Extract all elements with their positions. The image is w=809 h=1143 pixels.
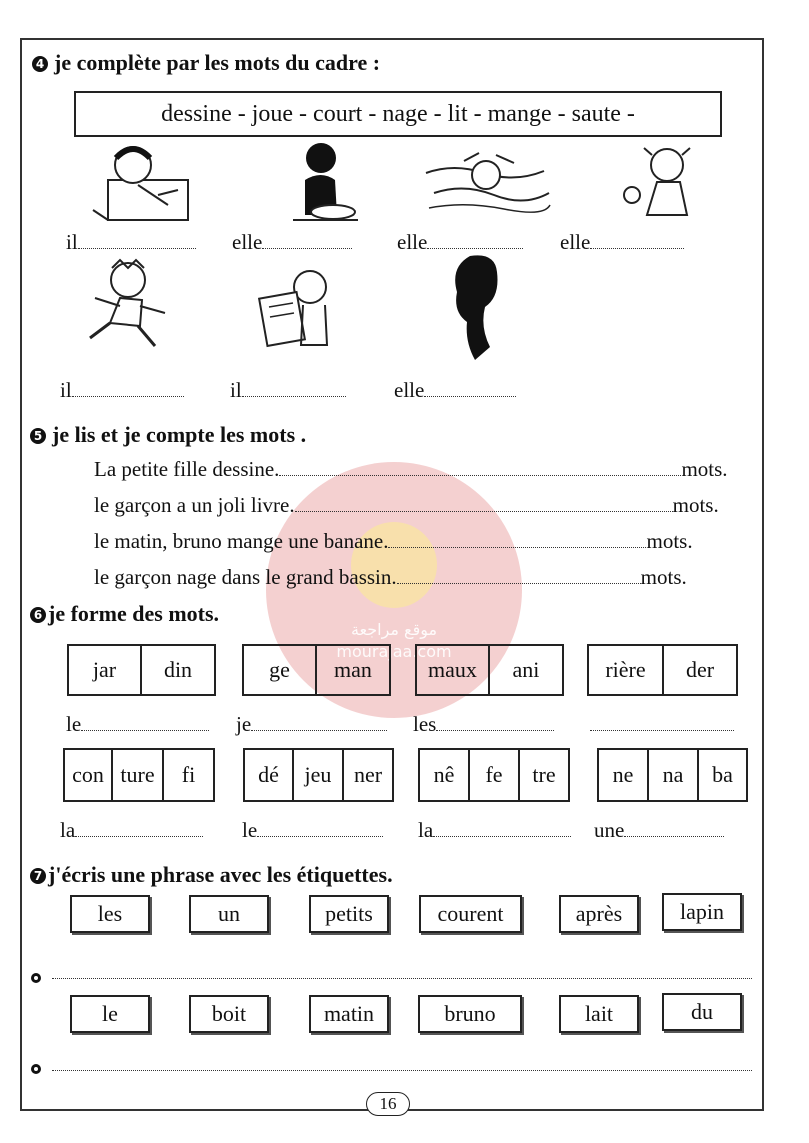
- word-blank-4: [590, 712, 734, 737]
- syllable-group: [418, 748, 570, 802]
- word-box: dessine - joue - court - nage - lit - mange - saute -: [74, 91, 722, 137]
- syllable-group: [63, 748, 215, 802]
- syllable-tile[interactable]: ture: [113, 750, 164, 800]
- fill-row2-2: [230, 378, 346, 403]
- exercise-6-title-text: je forme des mots.: [48, 601, 220, 626]
- word-label-tag[interactable]: petits: [309, 895, 389, 933]
- exercise-5-title: [30, 422, 306, 448]
- answer-blank[interactable]: [72, 378, 184, 397]
- word-label-tag[interactable]: après: [559, 895, 639, 933]
- syllable-tile[interactable]: tre: [532, 762, 556, 787]
- exercise-5-title-text: je lis et je compte les mots .: [52, 422, 307, 447]
- boy-reading-image: [255, 265, 345, 355]
- article-label: le: [66, 712, 82, 736]
- exercise-4-number: 4: [32, 56, 48, 72]
- exercise-6-title: [30, 601, 219, 627]
- exercise-4-title: [32, 50, 380, 76]
- child-swimming-image: [424, 143, 552, 223]
- syllable-group: [415, 644, 564, 696]
- sentence-row-4: [94, 565, 687, 590]
- answer-blank[interactable]: [624, 818, 724, 837]
- article-label: les: [413, 712, 437, 736]
- word-label-tag[interactable]: courent: [419, 895, 522, 933]
- answer-blank[interactable]: [424, 378, 516, 397]
- answer-blank[interactable]: [257, 818, 383, 837]
- word-label-tag[interactable]: le: [70, 995, 150, 1033]
- syllable-tile[interactable]: ner: [353, 762, 383, 787]
- answer-blank[interactable]: [75, 818, 203, 837]
- syllable-group: [67, 644, 216, 696]
- answer-blank[interactable]: [242, 378, 346, 397]
- watermark-arabic: موقع مراجعة: [350, 620, 438, 639]
- word-label-tag[interactable]: bruno: [418, 995, 522, 1033]
- word-blank-3: [413, 712, 554, 737]
- exercise-5-number: 5: [30, 428, 46, 444]
- word-blank-8: [594, 818, 724, 843]
- sentence: le garçon a un joli livre.: [94, 493, 295, 517]
- exercise-7-title: [30, 862, 393, 888]
- sentence-row-3: [94, 529, 693, 554]
- syllable-tile[interactable]: din: [163, 657, 193, 682]
- syllable-tile[interactable]: ne: [599, 750, 649, 800]
- syllable-tile[interactable]: con: [65, 750, 113, 800]
- mots-label: mots.: [646, 529, 693, 553]
- word-blank-1: [66, 712, 209, 737]
- answer-blank[interactable]: [427, 230, 523, 249]
- exercise-6-number: 6: [30, 607, 46, 623]
- word-label-tag[interactable]: boit: [189, 995, 269, 1033]
- count-blank[interactable]: [279, 457, 681, 476]
- word-blank-2: [236, 712, 387, 737]
- article-label: la: [418, 818, 434, 842]
- word-blank-5: [60, 818, 203, 843]
- answer-blank[interactable]: [262, 230, 352, 249]
- sentence: La petite fille dessine.: [94, 457, 280, 481]
- boy-drawing-image: [88, 140, 198, 228]
- subject-label: elle: [397, 230, 428, 254]
- boy-running-image: [80, 258, 180, 353]
- subject-label: elle: [394, 378, 425, 402]
- syllable-tile[interactable]: man: [334, 657, 372, 682]
- girl-jumping-image: [445, 252, 505, 364]
- word-label-tag[interactable]: lait: [559, 995, 639, 1033]
- answer-blank[interactable]: [81, 712, 209, 731]
- count-blank[interactable]: [388, 529, 646, 548]
- syllable-tile[interactable]: na: [649, 750, 699, 800]
- fill-row2-3: [394, 378, 516, 403]
- syllable-tile[interactable]: fi: [181, 762, 196, 787]
- count-blank[interactable]: [397, 565, 641, 584]
- article-label: le: [242, 818, 258, 842]
- child-playing-image: [612, 140, 712, 228]
- fill-row1-4: [560, 230, 684, 255]
- syllable-tile[interactable]: der: [685, 657, 715, 682]
- subject-label: il: [66, 230, 78, 254]
- syllable-tile[interactable]: ba: [712, 762, 733, 787]
- syllable-tile[interactable]: dé: [245, 750, 294, 800]
- flower-bullet-icon: [30, 972, 42, 984]
- syllable-tile[interactable]: ge: [244, 646, 317, 694]
- sentence-row-2: [94, 493, 719, 518]
- word-label-tag[interactable]: lapin: [662, 893, 742, 931]
- syllable-tile[interactable]: ani: [512, 657, 540, 682]
- mots-label: mots.: [681, 457, 728, 481]
- word-blank-7: [418, 818, 571, 843]
- subject-label: il: [230, 378, 242, 402]
- answer-blank[interactable]: [78, 230, 196, 249]
- exercise-7-title-text: j'écris une phrase avec les étiquettes.: [48, 862, 393, 887]
- answer-blank[interactable]: [251, 712, 387, 731]
- article-label: une: [594, 818, 625, 842]
- sentence-write-line-1[interactable]: [52, 976, 752, 979]
- syllable-tile[interactable]: fe: [470, 750, 520, 800]
- syllable-group: [242, 644, 391, 696]
- flower-bullet-icon: [30, 1063, 42, 1075]
- subject-label: elle: [232, 230, 263, 254]
- syllable-group: [597, 748, 748, 802]
- answer-blank[interactable]: [590, 712, 734, 731]
- syllable-tile[interactable]: jeu: [294, 750, 344, 800]
- word-label-tag[interactable]: du: [662, 993, 742, 1031]
- subject-label: il: [60, 378, 72, 402]
- syllable-tile[interactable]: maux: [417, 646, 490, 694]
- sentence: le garçon nage dans le grand bassin.: [94, 565, 397, 589]
- syllable-tile[interactable]: jar: [69, 646, 142, 694]
- sentence-row-1: [94, 457, 728, 482]
- article-label: la: [60, 818, 76, 842]
- article-label: je: [236, 712, 252, 736]
- syllable-tile[interactable]: nê: [420, 750, 470, 800]
- syllable-group: [587, 644, 738, 696]
- sentence-write-line-2[interactable]: [52, 1068, 752, 1071]
- girl-eating-image: [283, 140, 363, 228]
- word-blank-6: [242, 818, 383, 843]
- fill-row1-2: [232, 230, 352, 255]
- syllable-group: [243, 748, 394, 802]
- subject-label: elle: [560, 230, 591, 254]
- word-label-tag[interactable]: un: [189, 895, 269, 933]
- answer-blank[interactable]: [590, 230, 684, 249]
- mots-label: mots.: [672, 493, 719, 517]
- fill-row1-1: [66, 230, 196, 255]
- page-number: 16: [366, 1092, 410, 1116]
- watermark-latin: mourajaa.com: [336, 642, 452, 661]
- answer-blank[interactable]: [436, 712, 554, 731]
- syllable-tile[interactable]: rière: [589, 646, 664, 694]
- fill-row2-1: [60, 378, 184, 403]
- word-label-tag[interactable]: matin: [309, 995, 389, 1033]
- exercise-7-number: 7: [30, 868, 46, 884]
- word-label-tag[interactable]: les: [70, 895, 150, 933]
- sentence: le matin, bruno mange une banane.: [94, 529, 389, 553]
- answer-blank[interactable]: [433, 818, 571, 837]
- mots-label: mots.: [640, 565, 687, 589]
- exercise-4-title-text: je complète par les mots du cadre :: [54, 50, 381, 75]
- count-blank[interactable]: [295, 493, 673, 512]
